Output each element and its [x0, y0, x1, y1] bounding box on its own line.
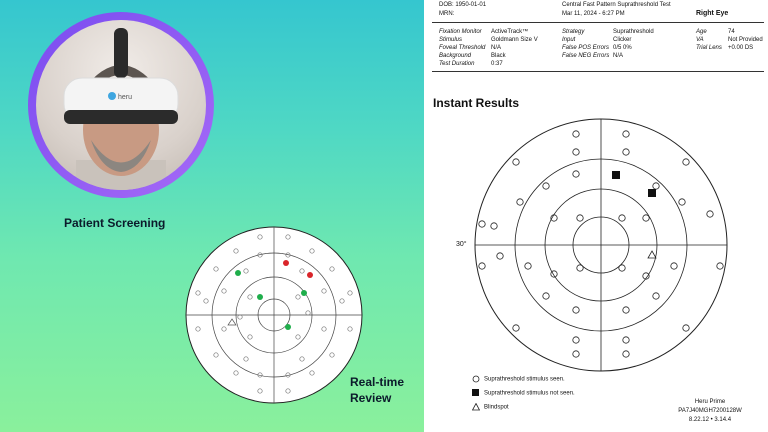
seen-point	[285, 324, 291, 330]
test-name: Central Fast Pattern Suprathreshold Test	[562, 2, 671, 8]
legend-seen	[472, 375, 565, 383]
field-label: Fixation Monitor	[439, 29, 482, 35]
field-value: 74	[728, 29, 735, 35]
field-label: Strategy	[562, 29, 585, 35]
field-value: Clicker	[613, 37, 632, 43]
seen-point	[257, 294, 263, 300]
not-seen-point	[648, 189, 656, 197]
device-name: Heru Prime	[694, 399, 726, 405]
test-date: Mar 11, 2024 - 6:27 PM	[562, 11, 625, 17]
header-divider	[432, 22, 764, 23]
not-seen-point	[307, 272, 313, 278]
field-value: N/A	[613, 53, 624, 59]
not-seen-point	[612, 171, 620, 179]
axis-label-30: 30°	[456, 241, 467, 248]
field-value: N/A	[491, 45, 502, 51]
realtime-review-caption	[350, 374, 404, 406]
patient-headset-illustration	[36, 20, 206, 190]
legend-blindspot	[472, 403, 509, 411]
visual-field-chart	[474, 118, 728, 372]
field-label: Input	[562, 37, 576, 43]
field-label: Background	[439, 53, 472, 59]
realtime-field-chart	[184, 225, 364, 405]
field-value: +0.00 DS	[728, 45, 754, 51]
field-value: 0/5 0%	[613, 45, 632, 51]
legend-not-seen-text: Suprathreshold stimulus not seen.	[484, 390, 575, 397]
seen-point	[301, 290, 307, 296]
eye-label: Right Eye	[696, 10, 729, 17]
field-label: False POS Errors	[562, 45, 610, 51]
dob-text: DOB: 1950-01-01	[439, 2, 487, 8]
legend-blindspot-text: Blindspot	[484, 404, 509, 411]
patient-photo	[36, 20, 206, 190]
open-circle-icon	[472, 375, 480, 383]
field-value: ActiveTrack™	[491, 29, 529, 35]
fields-divider	[432, 71, 764, 72]
legend-not-seen	[472, 389, 575, 397]
field-value: 0:37	[491, 61, 503, 67]
field-label: Test Duration	[439, 61, 475, 67]
not-seen-point	[283, 260, 289, 266]
headset-brand-text: heru	[118, 94, 133, 101]
instant-results-title: Instant Results	[433, 96, 520, 110]
filled-square-icon	[472, 389, 480, 397]
field-label: Foveal Threshold	[439, 45, 486, 51]
field-value: Not Provided	[728, 37, 763, 43]
legend-seen-text: Suprathreshold stimulus seen.	[484, 376, 565, 383]
device-serial: PA7J40MGH7200128W	[678, 408, 742, 414]
field-label: Age	[696, 29, 707, 35]
software-version: 8.22.12 • 3.14.4	[688, 417, 732, 423]
field-label: Trial Lens	[696, 45, 722, 51]
field-value: Suprathreshold	[613, 29, 654, 35]
triangle-icon	[472, 403, 480, 411]
field-label: VA	[696, 37, 704, 43]
realtime-review-line1: Real-time	[350, 375, 405, 389]
field-value: Goldmann Size V	[491, 37, 538, 43]
field-value: Black	[491, 53, 506, 59]
seen-point	[235, 270, 241, 276]
field-label: False NEG Errors	[562, 53, 610, 59]
field-label: Stimulus	[439, 37, 463, 43]
mrn-text: MRN:	[439, 11, 455, 17]
realtime-review-line2: Review	[350, 391, 392, 405]
patient-screening-caption: Patient Screening	[64, 216, 166, 230]
